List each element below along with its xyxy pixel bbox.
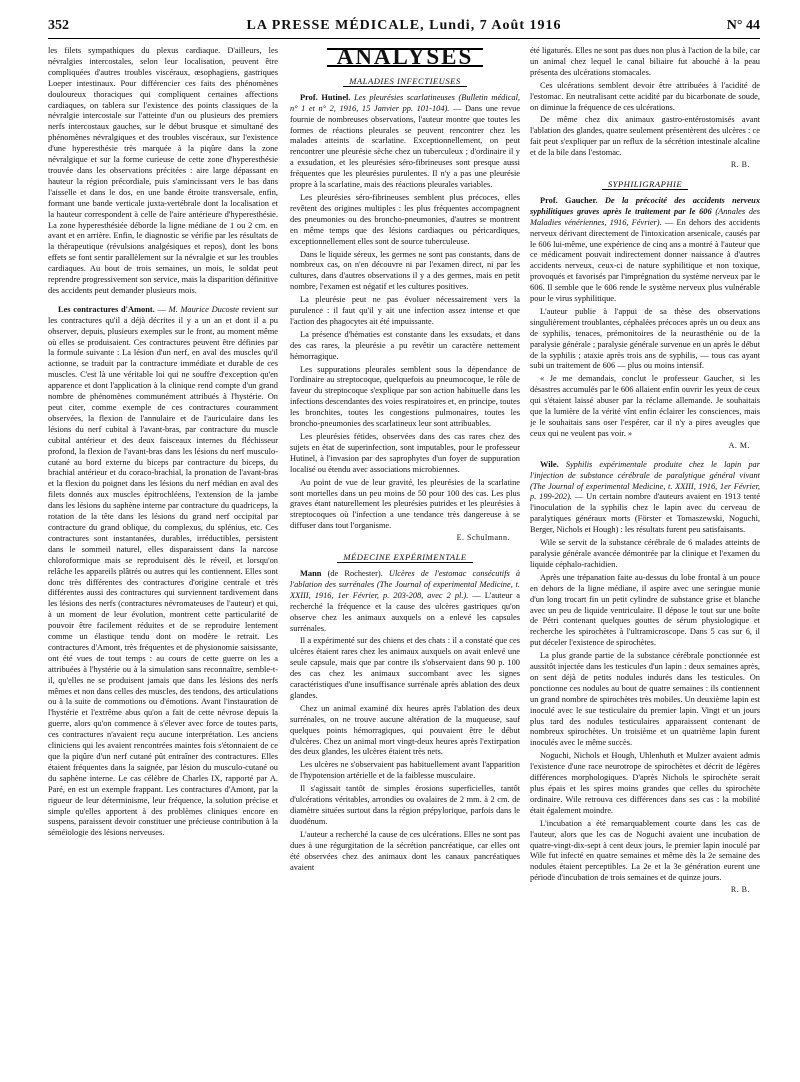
review-title: De la précocité des accidents nerveux syphilitiques graves après le traitement par le 606 bbox=[530, 195, 760, 216]
article-author: M. Maurice Ducoste bbox=[168, 304, 240, 314]
review-reference: (Bulletin médical, n° 1 et n° 2, 1916, 15 Janvier pp. 101-104). bbox=[290, 92, 520, 113]
paragraph: Noguchi, Nichols et Hough, Uhlenhuth et Mulzer avaient admis l'existence d'une race neurotrope de spirochètes et décrit de légères différences morphologiques. D'après Nichols le spirochète serait plus épais et les spires moins grandes que celles du spirochète ordinaire. Wile retrouva ces différences dans ses cas : la mobilité était également moindre. bbox=[530, 751, 760, 815]
paragraph: Wile se servit de la substance cérébrale de 6 malades atteints de paralysie générale avancée démontrée par la clinique et l'examen du liquide céphalo-rachidien. bbox=[530, 538, 760, 569]
review-author: Mann bbox=[300, 568, 322, 578]
paragraph: La plus grande partie de la substance cérébrale ponctionnée est aussitôt injectée dans les testicules d'un lapin : deux semaines après, on sent déjà de petits nodules indurés dans les testicules. On ponctionne ces nodules au bout de quatre semaines : ils contiennent un grand nombre de spirochètes très mobiles. Un deuxième lapin est inoculé avec le sue testiculaire du premier lapin. Vingt et un jours plus tard des nodules testiculaires apparaissent contenant de nombreux spirochètes. Un troisième et un quatrième lapin furent inoculés avec le même succès. bbox=[530, 651, 760, 748]
dash: — bbox=[574, 492, 587, 502]
page-header bbox=[48, 18, 760, 36]
review-text: Un certain nombre d'auteurs avaient en 1913 tenté l'inoculation de la syphilis chez le lapin avec du cerveau de paralytiques généraux morts (Förster et Tomaszewski, Noguchi, Berger, Nichols et Hough) : les résultats furent peu satisfaisants. bbox=[530, 492, 760, 535]
review-reference: (Annales des Maladies vénériennes, 1916, Février). bbox=[530, 206, 760, 227]
review-text: En dehors des accidents nerveux dérivant directement de l'intoxication arsenicale, causés par le 606 lui-même, une expérience de cinq ans a montré à l'auteur que ce médicament pouvait indirectement donner naissance à d'autres accidents nerveux, ceux-ci de nature syphilitique et non toxique, provoqués et favorisés par l'imprégnation du système nerveux par le 606. Il semble que le 606 rende le système nerveux plus vulnérable pour le virus syphilitique. bbox=[530, 217, 760, 304]
dash: — bbox=[453, 103, 465, 113]
paragraph: Il s'agissait tantôt de simples érosions superficielles, tantôt d'ulcérations véritables, arrondies ou ovalaires de 2 mm. à 2 cm. de diamètre situées surtout dans la région prépylorique, parfois dans le duodénum. bbox=[290, 784, 520, 826]
review-title: Ulcères de l'estomac consécutifs à l'ablation des surrénales bbox=[290, 568, 520, 589]
paragraph: Il a expérimenté sur des chiens et des chats : il a constaté que ces ulcères étaient rares chez les animaux auxquels on avait enlevé une seule capsule, mais que par contre ils s'observaient dans 90 p. 100 des cas chez les animaux succombant avec les signes caractéristiques d'une insuffisance surrénale après ablation des deux glandes. bbox=[290, 636, 520, 700]
header-rule bbox=[48, 38, 760, 39]
article-text: revient sur les contractures qu'il a déjà décrites il y a un an et dont il a pu observer, depuis, plusieurs exemples sur le front, au moment même où elles se produisaient. Ces contractures peuvent être définies par la formule suivante : La lésion d'un nerf, en aval des muscles qu'il actionne, se traduit par la contracture immédiate et durable de ces muscles. C'est là une véritable loi qui ne souffre d'exception qu'en apparence et dont l'application à la clinique rend compte d'un grand nombre de phénomènes communément attribués à l'hystérie. On peut citer, comme exemple de ces contractures couramment observées, la flexion de l'annulaire et de l'auriculaire dans les lésions du nerf cubital à l'avant-bras, par contracture du muscle cubital antérieur et des deux faisceaux internes du fléchisseur profond, la flexion de l'avant-bras dans les lésions du nerf musculo-cutané au bord externe du biceps par contracture du biceps, du brachial antérieur et du coraco-brachial, la pronation de l'avant-bras et la flexion du poignet dans les lésions du nerf médian en aval des filets donnés aux muscles épitrochléens, l'extension de la jambe dans les lésions du saphène interne par contracture du quadriceps, la rotation de la tête dans les lésions du grand nerf occipital par contracture du grand oblique, du complexus, du splénius, etc. Ces contractures sont instantanées, durables, irréductibles, persistent dans le sommeil naturel, elles disparaissent dans la narcose chloroformique mais se reproduisent dès le réveil, et lorsqu'on relâche les appareils plâtrés ou autres qui les contiennent. Elles sont donc très différentes des contractures d'origine centrale et très différentes aussi des contractures qui surviennent tardivement dans les lésions des nerfs (contractures névromateuses de l'auteur) et qui, à un moment de leur évolution, montrent cette particularité de pouvoir être facilement réduites et de se reproduire lentement comme un élastique tendu dont on modère le retrait. Les contractures d'Amont, très fréquentes et de physionomie saisissante, ont été vues de tout temps : au cours de cette guerre on les a attribuées à l'hystérie ou à la simulation sans reconnaître, semble-t-il, qu'elles ne se produisent jamais que dans les lésions des nerfs mêmes et non dans celles des muscles, des tendons, des articulations ou à la suite de commotions ou d'émotions. Avant l'instauration de l'hystérie et l'extrême abus qu'on a fait de cette névrose depuis la guerre, alors qu'on commence à s'élever avec force de toutes parts, ces contractures n'avaient reçu aucune interprétation. Les anciens cliniciens qui les avaient rencontrées maintes fois s'étonnaient de ce que la piqûre d'un nerf cutané pût entraîner des contractures. Elles étaient fréquentes dans la saignée, par lésion du musculo-cutané ou du saphène interne. Le cas célèbre de Charles IX, rapporté par A. Paré, en est un exemple frappant. Les contractures d'Amont, par la rigueur de leur déterminisme, leur fréquence, la solution précise et simple qu'elles apportent à des problèmes cliniques encore en suspens, paraissent devoir constituer une précieuse contribution à la séméiologie des lésions nerveuses. bbox=[48, 304, 278, 838]
issue-number: N° 44 bbox=[726, 18, 760, 33]
signature: E. Schulmann. bbox=[456, 533, 510, 543]
analyses-title: ANALYSES bbox=[327, 48, 484, 67]
review-author: Wile. bbox=[540, 459, 559, 469]
review-hutinel bbox=[290, 93, 520, 191]
review-author: Prof. Hutinel. bbox=[300, 92, 351, 102]
paragraph: été ligaturés. Elles ne sont pas dues non plus à l'action de la bile, car un animal chez lequel le canal biliaire fut abouché à la peau présenta des ulcérations stomacales. bbox=[530, 46, 760, 77]
analyses-banner bbox=[290, 48, 520, 68]
paragraph: Chez un animal examiné dix heures après l'ablation des deux surrénales, on ne trouve aucune altération de la muqueuse, sauf quelques points hémorragiques, qui pouvaient être le début d'ulcères. Chez un animal mort vingt-deux heures après l'extirpation des deux glandes, les ulcères étaient très nets. bbox=[290, 703, 520, 757]
review-affiliation: (de Rochester). bbox=[327, 568, 383, 578]
paragraph: L'incubation a été remarquablement courte dans les cas de l'auteur, alors que les cas de Noguchi avaient une incubation de quatre-vingt-dix-sept à cent deux jours, le premier lapin inoculé par Wile fut infecté en quatre semaines et même dès la 2e semaine des nodules étaient perceptibles. La 2e et la 3e génération eurent une période d'incubation de trois semaines et de quinze jours. bbox=[530, 818, 760, 883]
section-title: MALADIES INFECTIEUSES bbox=[343, 76, 466, 87]
dash: — bbox=[157, 304, 169, 314]
section-title: MÉDECINE EXPÉRIMENTALE bbox=[337, 552, 472, 563]
paragraph: Les suppurations pleurales semblent sous la dépendance de l'ordinaire au streptocoque, quelquefois au pneumocoque, le rôle de faveur du streptocoque s'explique par son action habituelle dans les infections descendantes des voies respiratoires et, en principe, toutes les bronchites, toutes les congestions pulmonaires, toutes les broncho-pneumonies des scarlatineux leur sont attribuables. bbox=[290, 364, 520, 429]
paragraph: L'auteur a recherché la cause de ces ulcérations. Elles ne sont pas dues à une régurgitation de la sécrétion pancréatique, car elles ont été observées chez des animaux dont les canaux pancréatiques avaient bbox=[290, 829, 520, 872]
section-heading bbox=[530, 179, 760, 190]
dash: — bbox=[472, 590, 485, 600]
review-gaucher bbox=[530, 196, 760, 305]
review-author: Prof. Gaucher. bbox=[540, 195, 598, 205]
paragraph: Dans le liquide séreux, les germes ne sont pas constants, dans de nombreux cas, on n'en découvre ni par l'examen direct, ni par les cultures, dans d'autres observations il y a des germes, mais en petit nombre, l'examen est négatif et les cultures positives. bbox=[290, 249, 520, 292]
paragraph: Au point de vue de leur gravité, les pleurésies de la scarlatine sont mortelles dans un peu moins de 50 pour 100 des cas. Les plus graves étant naturellement les pleurésies putrides et les pleurésies à streptocoques où l'infection a une tendance très dangereuse à se diffuser dans tout l'organisme. bbox=[290, 477, 520, 531]
review-text: L'auteur a recherché la fréquence et la cause des ulcères gastriques qu'on observe chez les animaux auxquels on a enlevé les capsules surrénales. bbox=[290, 590, 520, 633]
paragraph: Ces ulcérations semblent devoir être attribuées à l'acidité de l'estomac. En neutralisant cette acidité par du bicarbonate de soude, on diminue la fréquence de ces ulcérations. bbox=[530, 80, 760, 112]
paragraph: « Je me demandais, conclut le professeur Gaucher, si les désastres accumulés par le 606 allaient enfin ouvrir les yeux de ceux qui s'étaient laissé abuser par la réclame allemande. Je souhaitais que la lumière de la vérité vînt enfin éclairer les consciences, mais je le souhaitais sans oser l'espérer, car il n'y a pires aveugles que ceux qui ne veulent pas voir. » bbox=[530, 374, 760, 438]
article-runin-title: Les contractures d'Amont. bbox=[58, 304, 155, 314]
column-1 bbox=[48, 46, 278, 1074]
review-reference: (The Journal of experimental Medicine, t. XXIII, 1916, 1er Février, p. 203-208, avec 2 pl.). bbox=[290, 579, 520, 600]
paragraph: La pleurésie peut ne pas évoluer nécessairement vers la purulence : il faut qu'il y ait une infection assez intense et que l'action des phagocytes ait été impuissante. bbox=[290, 295, 520, 326]
paragraph: L'auteur publie à l'appui de sa thèse des observations singulièrement troublantes, céphalées précoces après un ou deux ans de syphilis, tenaces, prémonitoires de la neurasthénie ou de la paralysie générale ; paralysie générale survenue en un après le début de la syphilis ; ataxie après trois ans de syphilis, — tous cas ayant subi un traitement de 606 — plus ou moins intensif. bbox=[530, 306, 760, 371]
masthead: LA PRESSE MÉDICALE, Lundi, 7 Août 1916 bbox=[246, 18, 562, 33]
signature: R. B. bbox=[730, 885, 750, 895]
paragraph: les filets sympathiques du plexus cardiaque. D'ailleurs, les névralgies intercostales, selon leur localisation, peuvent être compliquées d'autres troubles viscéraux, œsophagiens, gastriques Loeper intestinaux. Pour différencier ces faits des phénomènes douloureux thoraciques qui compliquent certaines affections cardiaques, on tablera sur l'existence des points classiques de la névralgie intercostale sur l'atteinte d'un ou plusieurs des premiers nerfs intercostaux gauches, sur le début brusque et simultané des phénomènes névralgiques et des troubles viscéraux, sur l'existence d'une hyperesthésie très marquée à la piqûre dans la zone névralgique et sur la forme curieuse de cette zone d'hyperesthésie trouvée dans les observations précitées : aire large dépassant en hauteur la région précordiale, puis s'amincissant vers le bas dans l'aisselle et dans le dos, en une bande étroite transversale, enfin, formant une bande verticale juxta-vertébrale dont la localisation et la hauteur correspondent à celle de l'aire antérieure d'hyperesthésie. La zone hyperesthésiée déborde la ligne médiane de 1 ou 2 cm. en avant et en arrière. Enfin, le diagnostic se vérifie par les résultats de la thérapeutique (révulsions analgésiques et repos), dont les bons effets se font sentir parallèlement sur la névralgie et sur les troubles cardiaques. Au bout de trois semaines, un mois, le soldat peut reprendre progressivement son service, mais la disparition définitive des accidents peut demander plusieurs mois. bbox=[48, 46, 278, 295]
review-wile bbox=[530, 460, 760, 536]
paragraph: Les ulcères ne s'observaient pas habituellement avant l'apparition de l'hypotension artérielle et de la faiblesse musculaire. bbox=[290, 760, 520, 781]
signature: A. M. bbox=[728, 440, 750, 450]
paragraph: La présence d'hématies est constante dans les exsudats, et dans des cas rares, la pleurésie a pu revêtir un caractère nettement hémorragique. bbox=[290, 329, 520, 361]
review-title: Les pleurésies scarlatineuses bbox=[354, 92, 455, 102]
section-heading bbox=[290, 552, 520, 563]
review-reference: (The Journal of experimental Medicine, t. XXIII, 1916, 1er Février, p. 199-202). bbox=[530, 481, 760, 502]
page-number: 352 bbox=[48, 18, 69, 33]
review-text: Dans une revue fournie de nombreuses observations, l'auteur montre que toutes les formes de réactions pleurales se peuvent rencontrer chez les malades atteints de scarlatine. Exceptionnellement, on peut rencontrer une pleurésie sèche chez un tuberculeux ; d'ordinaire il y a exsudation, et les pleurésies séro-fibrineuses sont presque aussi fréquentes que les pleurésies purulentes. Il n'y a pas une pleurésie propre à la scarlatine, mais des réactions pleurales variables. bbox=[290, 103, 520, 190]
column-2 bbox=[290, 46, 520, 1074]
dash: — bbox=[664, 217, 677, 227]
paragraph: Après une trépanation faite au-dessus du lobe frontal à un pouce en dehors de la ligne médiane, il aspire avec une seringue munie d'un long trocart fin un petit cylindre de substance grise et blanche avec un peu de liquide ventriculaire. Il dépose le tout sur une boîte de Pétri contenant quelques gouttes de sérum physiologique et recherche les spirochètes à l'ultramicroscope. Dans 5 cas sur 6, il put déceler l'existence de spirochètes. bbox=[530, 572, 760, 648]
paragraph: De même chez dix animaux gastro-entérostomisés avant l'ablation des glandes, quatre seulement présentèrent des ulcères : ce fait peut s'expliquer par un reflux de la sécrétion intestinale alcaline et de la bile dans l'estomac. bbox=[530, 115, 760, 158]
section-heading bbox=[290, 76, 520, 87]
paragraph: Les pleurésies séro-fibrineuses semblent plus précoces, elles revêtent des origines multiples : les plus fréquentes accompagnent des pneumonies ou des broncho-pneumonies, d'autres se montrent en même temps que des lésions cardiaques ou péricardiques, exceptionnellement elles sont de source tuberculeuse. bbox=[290, 192, 520, 246]
review-title: Syphilis expérimentale produite chez le lapin par l'injection de substance cérébrale de paralytique général vivant bbox=[530, 459, 760, 480]
article-contractures bbox=[48, 305, 278, 839]
column-3 bbox=[530, 46, 760, 1074]
section-title: SYPHILIGRAPHIE bbox=[602, 179, 688, 190]
signature: R. B. bbox=[730, 160, 750, 170]
paragraph: Les pleurésies fétides, observées dans des cas rares chez des sujets en état de superinfection, sont imputables, pour le professeur Hutinel, à l'invasion par des saprophytes d'un foyer de suppuration localisé ou étendu avec associations microbiennes. bbox=[290, 432, 520, 474]
review-mann bbox=[290, 569, 520, 634]
